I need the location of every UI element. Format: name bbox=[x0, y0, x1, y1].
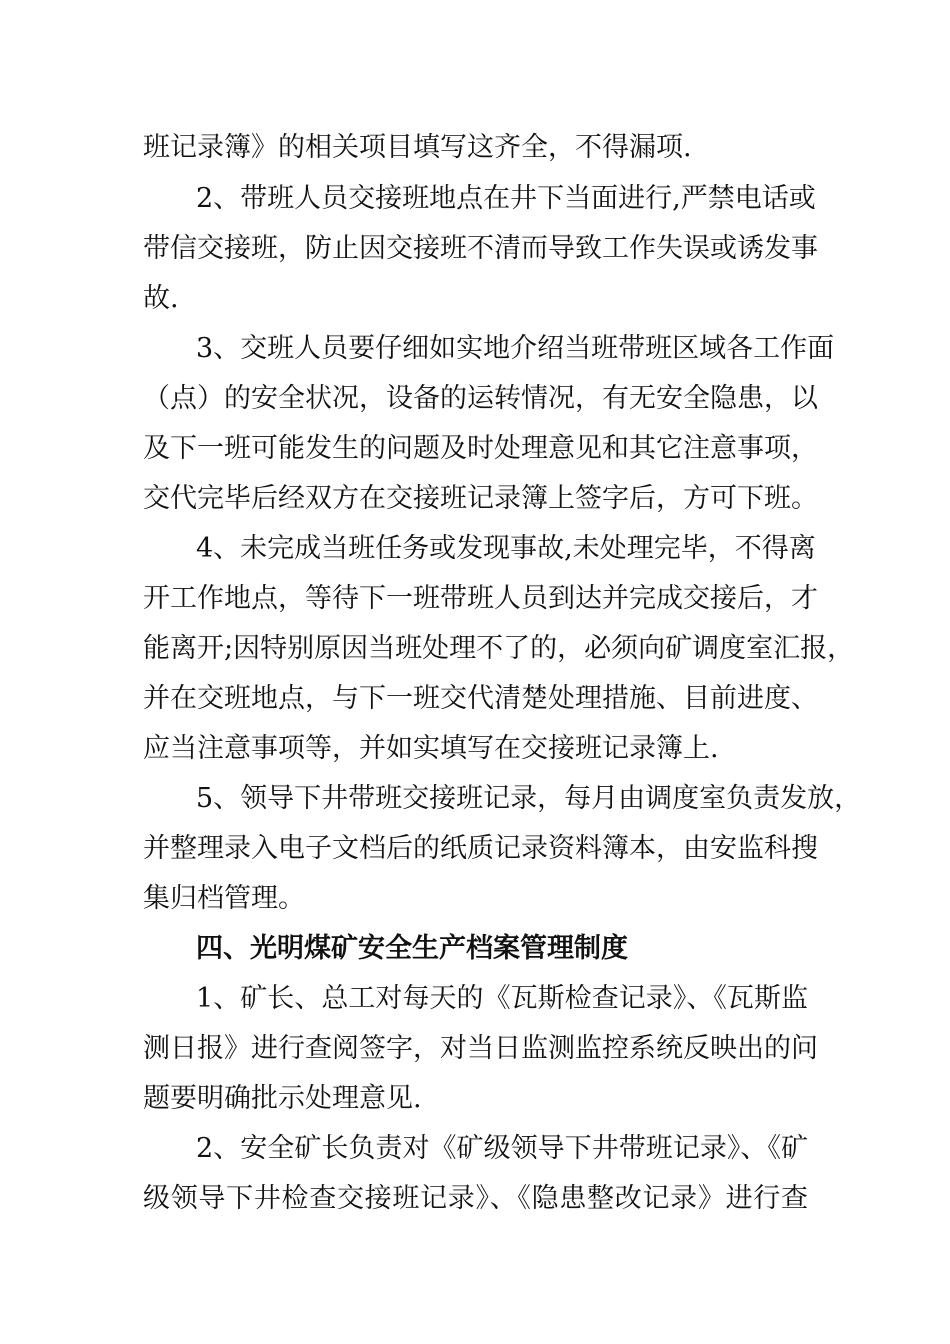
line-text: 及下一班可能发生的问题及时处理意见和其它注意事项， bbox=[143, 433, 818, 464]
text-line-12 bbox=[0, 675, 950, 723]
line-text: 4、未完成当班任务或发现事故,未处理完毕，不得离 bbox=[196, 533, 816, 564]
text-line-13 bbox=[0, 725, 950, 773]
line-text: 1、矿长、总工对每天的《瓦斯检查记录》、《瓦斯监 bbox=[196, 983, 808, 1014]
text-line-20 bbox=[0, 1075, 950, 1123]
line-text: 并在交班地点，与下一班交代清楚处理措施、目前进度、 bbox=[143, 683, 818, 714]
text-line-21 bbox=[0, 1125, 950, 1173]
text-line-22 bbox=[0, 1175, 950, 1223]
text-line-18 bbox=[0, 975, 950, 1023]
line-text: 测日报》进行查阅签字，对当日监测监控系统反映出的问 bbox=[143, 1033, 818, 1064]
text-line-14 bbox=[0, 775, 950, 823]
line-text: 3、交班人员要仔细如实地介绍当班带班区域各工作面 bbox=[196, 333, 835, 364]
line-text: 班记录簿》的相关项目填写这齐全，不得漏项. bbox=[143, 132, 692, 163]
line-text: 应当注意事项等，并如实填写在交接班记录簿上. bbox=[143, 733, 719, 764]
line-text: （点）的安全状况，设备的运转情况，有无安全隐患，以 bbox=[143, 383, 818, 414]
text-line-15 bbox=[0, 825, 950, 873]
text-line-6 bbox=[0, 375, 950, 423]
text-line-8 bbox=[0, 475, 950, 523]
line-text: 5、领导下井带班交接班记录，每月由调度室负责发放， bbox=[196, 783, 862, 814]
line-text: 题要明确批示处理意见. bbox=[143, 1083, 422, 1114]
line-text: 故. bbox=[143, 283, 179, 314]
line-text: 并整理录入电子文档后的纸质记录资料簿本，由安监科搜 bbox=[143, 833, 818, 864]
line-text: 开工作地点，等待下一班带班人员到达并完成交接后，才 bbox=[143, 583, 818, 614]
line-text: 集归档管理。 bbox=[143, 883, 305, 914]
text-line-11 bbox=[0, 625, 950, 673]
line-text: 2、带班人员交接班地点在井下当面进行,严禁电话或 bbox=[196, 183, 816, 214]
text-line-4 bbox=[0, 275, 950, 323]
line-text: 交代完毕后经双方在交接班记录簿上签字后，方可下班。 bbox=[143, 483, 818, 514]
section-heading bbox=[0, 925, 950, 973]
text-line-16 bbox=[0, 875, 950, 923]
line-text: 带信交接班，防止因交接班不清而导致工作失误或诱发事 bbox=[143, 233, 818, 264]
line-text: 能离开;因特别原因当班处理不了的，必须向矿调度室汇报， bbox=[143, 633, 855, 664]
text-line-19 bbox=[0, 1025, 950, 1073]
text-line-10 bbox=[0, 575, 950, 623]
text-line-9 bbox=[0, 525, 950, 573]
text-line-7 bbox=[0, 425, 950, 473]
heading-text: 四、光明煤矿安全生产档案管理制度 bbox=[196, 933, 628, 964]
text-line-5 bbox=[0, 325, 950, 373]
text-line-1 bbox=[0, 124, 950, 172]
line-text: 级领导下井检查交接班记录》、《隐患整改记录》进行查 bbox=[143, 1183, 808, 1214]
line-text: 2、安全矿长负责对《矿级领导下井带班记录》、《矿 bbox=[196, 1133, 808, 1164]
text-line-3 bbox=[0, 225, 950, 273]
text-line-2 bbox=[0, 175, 950, 223]
